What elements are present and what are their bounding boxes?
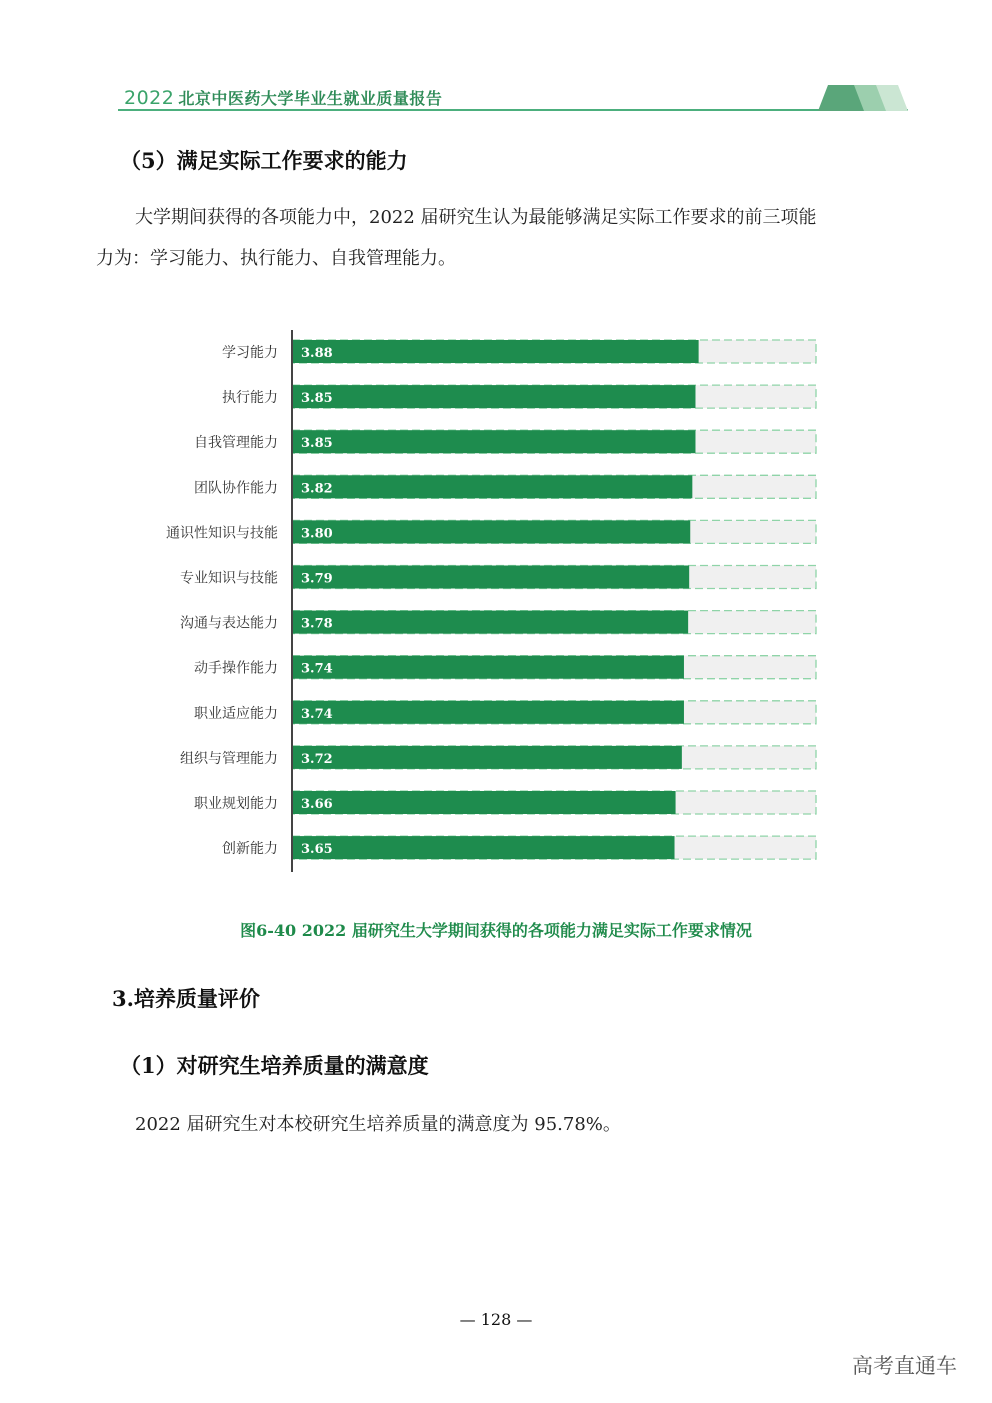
category-label: 团队协作能力 xyxy=(194,480,278,497)
category-label: 职业规划能力 xyxy=(194,796,278,812)
watermark: 高考直通车 xyxy=(852,1354,957,1378)
header-rule xyxy=(118,109,908,111)
bar xyxy=(292,746,682,769)
category-label: 创新能力 xyxy=(222,841,278,858)
bar xyxy=(292,791,676,814)
bar-value-label: 3.79 xyxy=(301,571,333,587)
abilities-bar-chart xyxy=(120,325,840,875)
page-header xyxy=(118,82,908,112)
bar-value-label: 3.80 xyxy=(301,526,333,542)
satisfaction-paragraph: 2022 届研究生对本校研究生培养质量的满意度为 95.78%。 xyxy=(135,1114,621,1135)
category-label: 职业适应能力 xyxy=(194,705,278,722)
bar xyxy=(292,430,695,453)
section-heading-3: 3.培养质量评价 xyxy=(112,986,260,1011)
bar xyxy=(292,611,688,634)
bar-value-label: 3.85 xyxy=(301,391,333,407)
category-label: 自我管理能力 xyxy=(194,435,278,452)
category-label: 动手操作能力 xyxy=(194,660,278,677)
bar-value-label: 3.65 xyxy=(301,842,333,858)
bar-value-label: 3.88 xyxy=(301,346,333,361)
bar-value-label: 3.74 xyxy=(301,706,333,722)
page-number: — 128 — xyxy=(459,1310,533,1329)
bar xyxy=(292,475,692,498)
bar xyxy=(292,656,684,679)
bar-value-label: 3.66 xyxy=(301,797,333,812)
bar xyxy=(292,520,690,543)
category-label: 专业知识与技能 xyxy=(180,570,278,587)
section5-paragraph-line1: 大学期间获得的各项能力中，2022 届研究生认为最能够满足实际工作要求的前三项能 xyxy=(135,207,817,228)
header-title xyxy=(124,86,442,109)
category-label: 执行能力 xyxy=(222,390,278,407)
bar xyxy=(292,836,675,859)
section-heading-3-1: （1）对研究生培养质量的满意度 xyxy=(120,1053,429,1078)
category-label: 通识性知识与技能 xyxy=(166,525,278,542)
bar-value-label: 3.72 xyxy=(301,751,333,767)
section-heading-5: （5）满足实际工作要求的能力 xyxy=(120,148,408,173)
section5-paragraph-line2: 力为：学习能力、执行能力、自我管理能力。 xyxy=(96,248,456,269)
bar xyxy=(292,340,699,363)
bar-value-label: 3.82 xyxy=(301,481,333,497)
category-label: 组织与管理能力 xyxy=(180,750,278,767)
header-decoration xyxy=(818,85,908,111)
bar xyxy=(292,701,684,724)
header-year: 2022 xyxy=(124,87,175,109)
bar xyxy=(292,385,695,408)
header-title-text: 北京中医药大学毕业生就业质量报告 xyxy=(178,89,443,108)
category-label: 学习能力 xyxy=(222,345,278,361)
category-label: 沟通与表达能力 xyxy=(180,615,278,632)
bar-value-label: 3.78 xyxy=(301,616,333,632)
bar xyxy=(292,566,689,589)
figure-caption: 图6-40 2022 届研究生大学期间获得的各项能力满足实际工作要求情况 xyxy=(240,921,752,940)
bar-value-label: 3.74 xyxy=(301,661,333,677)
bar-value-label: 3.85 xyxy=(301,436,333,452)
